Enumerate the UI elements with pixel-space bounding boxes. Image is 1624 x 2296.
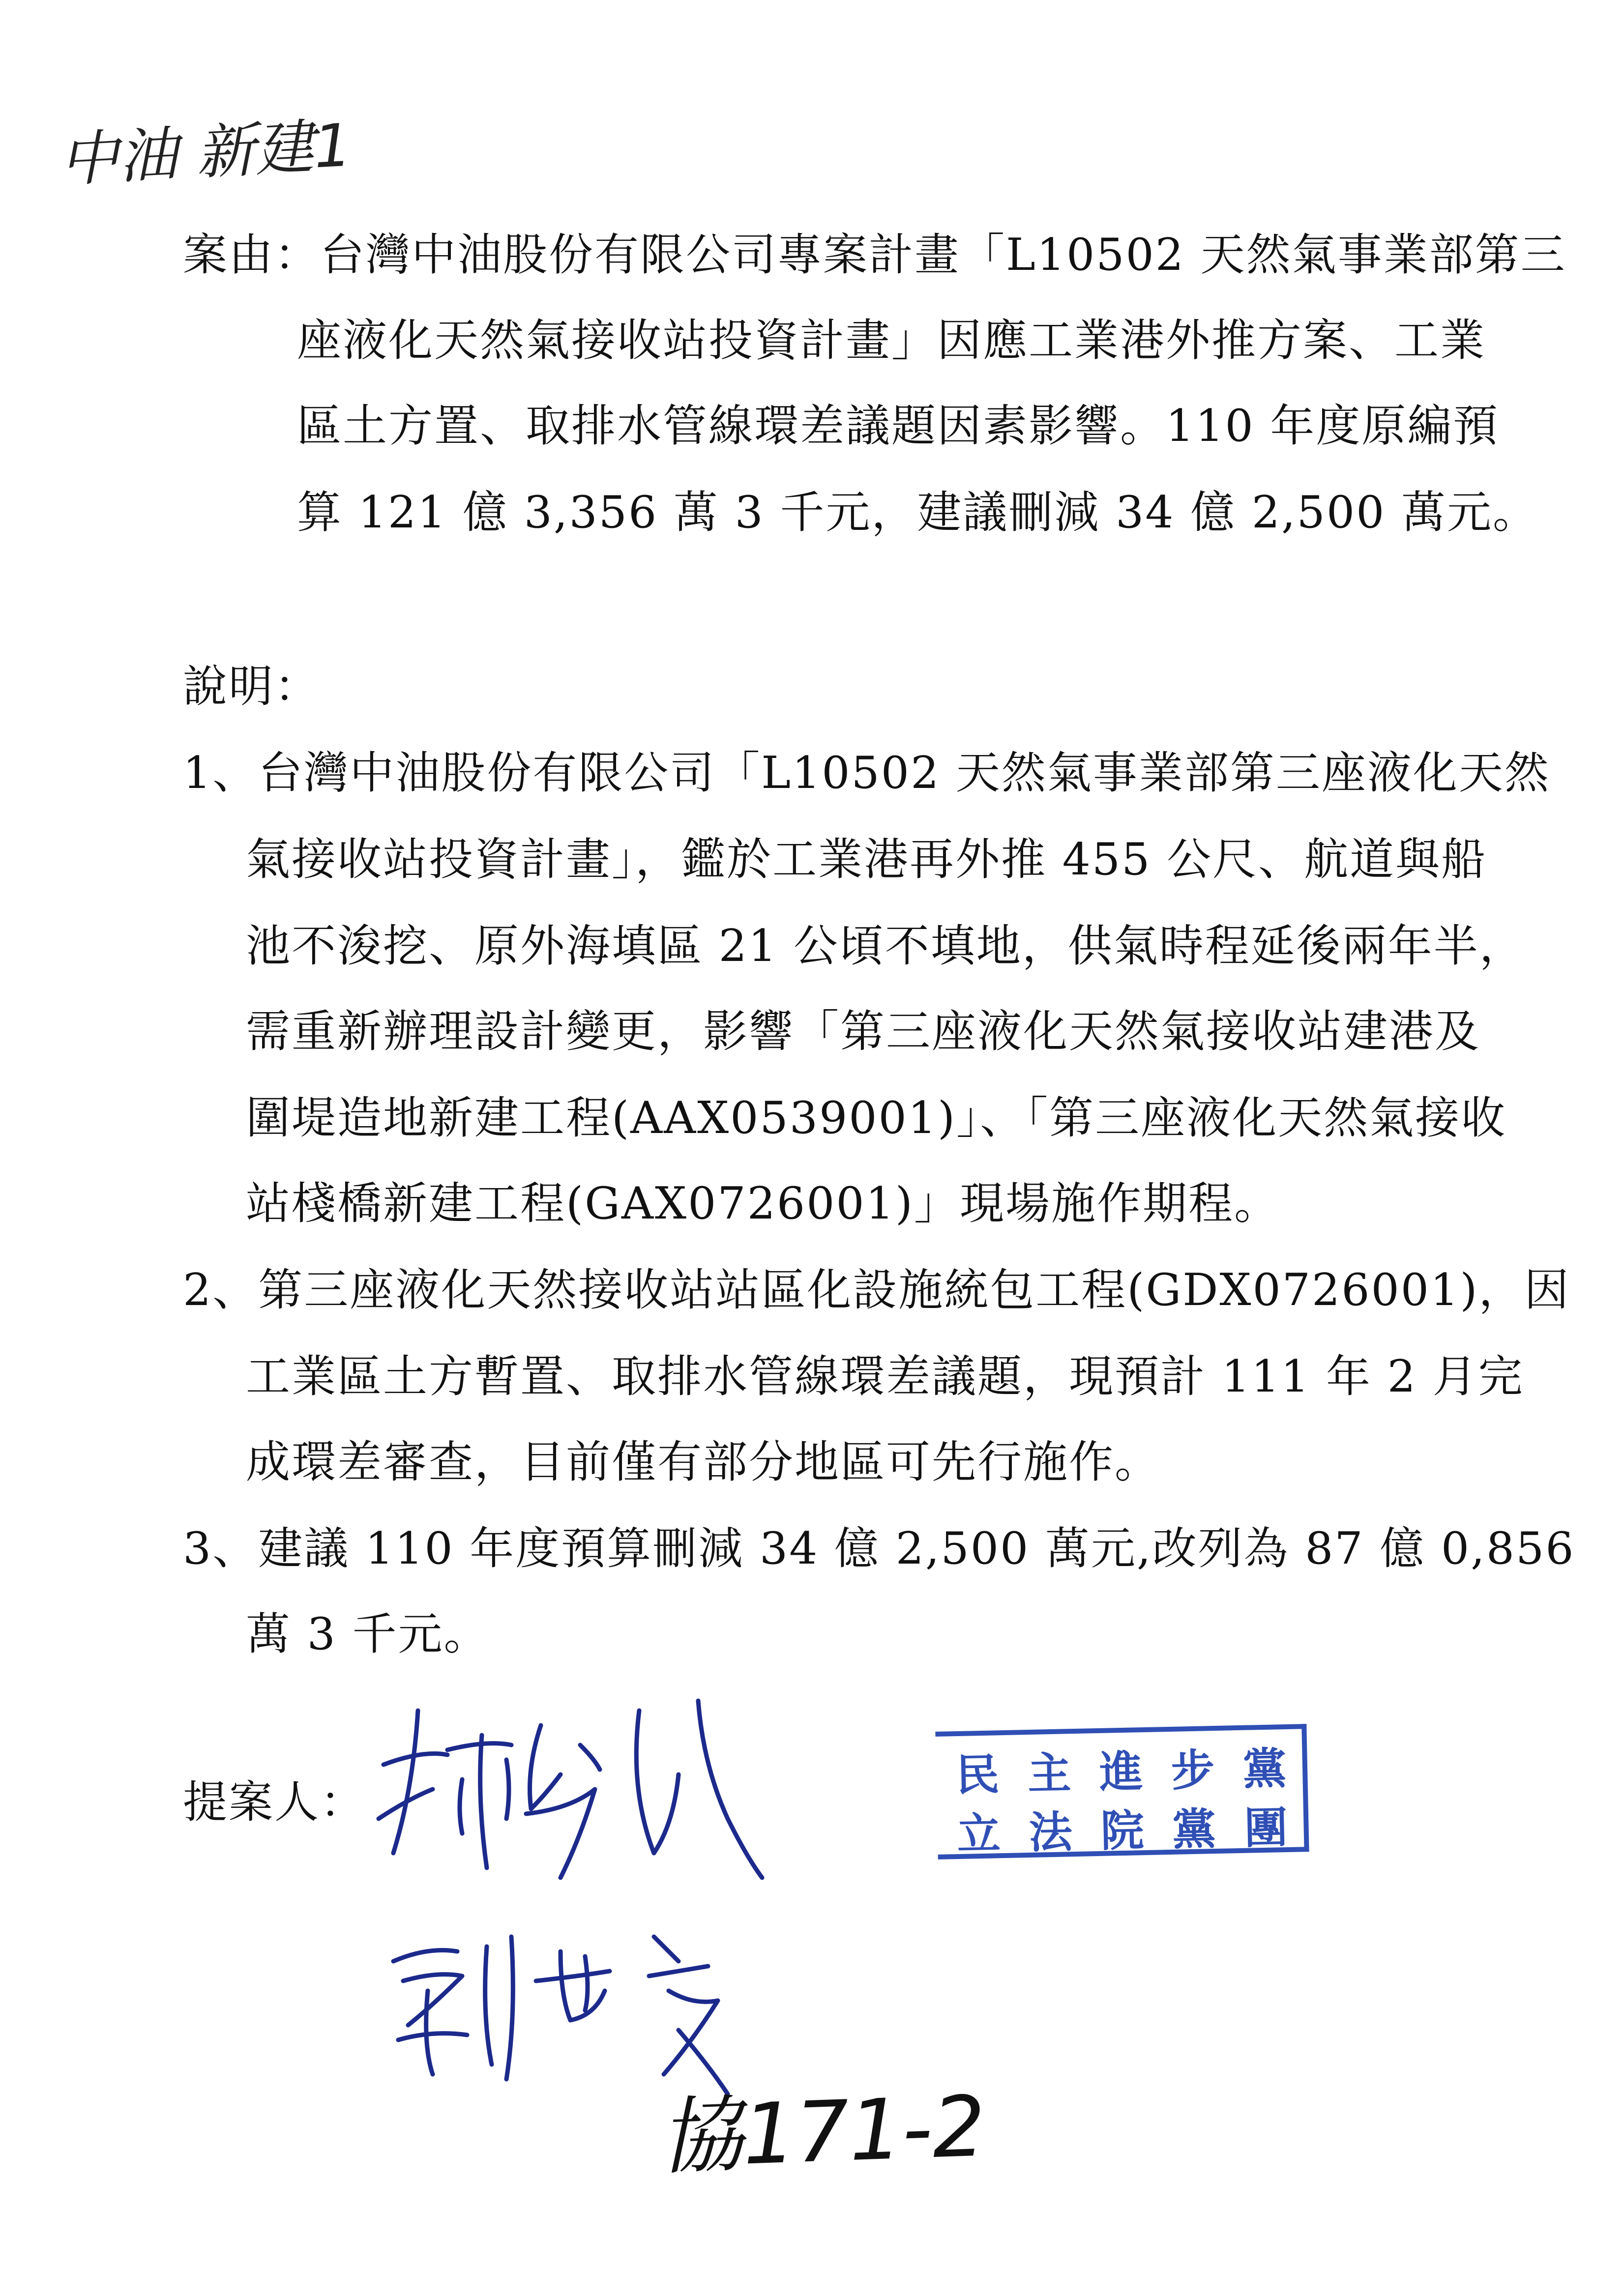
stamp-top-row: 民主進步黨 xyxy=(955,1742,1316,1801)
case-line: 案由：台灣中油股份有限公司專案計畫「L10502 天然氣事業部第三 xyxy=(183,229,1566,281)
explanation-item-1-line: 站棧橋新建工程(GAX0726001)」現場施作期程。 xyxy=(246,1178,1280,1229)
handwritten-number: 協171-2 xyxy=(657,2078,987,2187)
signature-1-image xyxy=(364,1691,806,1947)
explanation-item-2-line: 2、第三座液化天然接收站站區化設施統包工程(GDX0726001)，因 xyxy=(183,1264,1570,1316)
stamp-bottom-row: 立法院黨團 xyxy=(956,1801,1317,1860)
proposer-label: 提案人： xyxy=(183,1776,366,1828)
handwritten-header: 中油 新建1 xyxy=(58,111,354,195)
explanation-heading: 說明： xyxy=(183,661,320,712)
explanation-item-1-line: 池不浚挖、原外海填區 21 公頃不填地，供氣時程延後兩年半， xyxy=(246,920,1525,972)
explanation-item-1-line: 1、台灣中油股份有限公司「L10502 天然氣事業部第三座液化天然 xyxy=(183,747,1550,799)
explanation-item-3-line: 萬 3 千元。 xyxy=(246,1608,490,1660)
explanation-item-3-line: 3、建議 110 年度預算刪減 34 億 2,500 萬元,改列為 87 億 0,856 xyxy=(183,1523,1575,1574)
case-line: 座液化天然氣接收站投資計畫」因應工業港外推方案、工業 xyxy=(297,315,1486,366)
explanation-item-1-line: 圍堤造地新建工程(AAX0539001)」、「第三座液化天然氣接收 xyxy=(246,1092,1507,1144)
explanation-item-2-line: 工業區土方暫置、取排水管線環差議題，現預計 111 年 2 月完 xyxy=(246,1351,1524,1402)
case-line: 區土方置、取排水管線環差議題因素影響。110 年度原編預 xyxy=(297,400,1499,452)
party-stamp xyxy=(935,1724,1317,1860)
explanation-item-1-line: 氣接收站投資計畫」，鑑於工業港再外推 455 公尺、航道與船 xyxy=(246,834,1487,885)
explanation-item-1-line: 需重新辦理設計變更，影響「第三座液化天然氣接收站建港及 xyxy=(246,1006,1480,1057)
case-line: 算 121 億 3,356 萬 3 千元，建議刪減 34 億 2,500 萬元。 xyxy=(297,487,1538,538)
explanation-item-2-line: 成環差審查，目前僅有部分地區可先行施作。 xyxy=(246,1436,1160,1488)
